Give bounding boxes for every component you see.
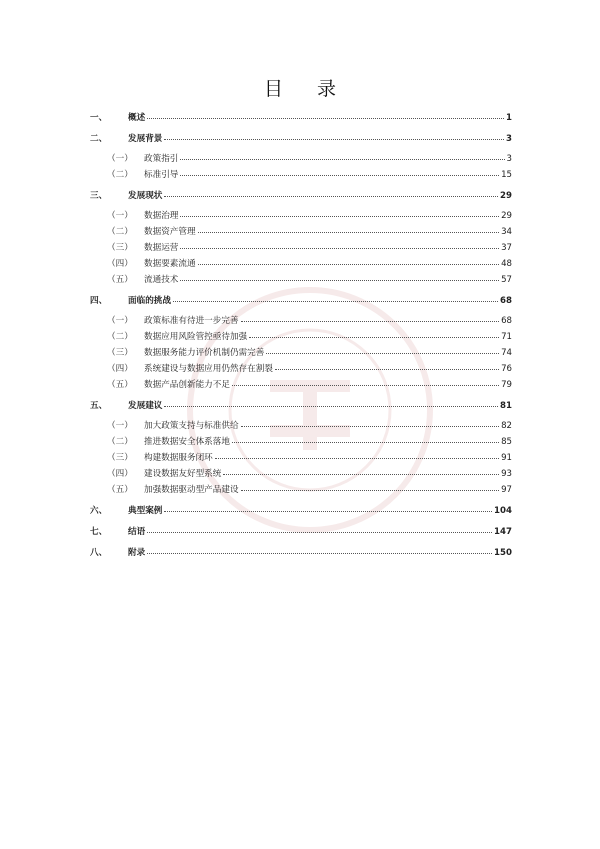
toc-subentry-number: （二） — [107, 332, 133, 342]
toc-subentry-label: 数据服务能力评价机制仍需完善 — [144, 348, 265, 358]
dot-leader — [180, 208, 499, 217]
dot-leader — [164, 503, 492, 512]
toc-subentry-number: （四） — [107, 259, 133, 269]
toc-subentry-label: 政策标准有待进一步完善 — [144, 316, 239, 326]
toc-entry-page: 1 — [506, 113, 512, 123]
dot-leader — [241, 482, 500, 491]
toc-subentry[interactable] — [90, 435, 512, 447]
toc-subentry[interactable] — [90, 209, 512, 221]
toc-subentry[interactable] — [90, 451, 512, 463]
toc-subentry-label: 推进数据安全体系落地 — [144, 437, 230, 447]
dot-leader — [223, 466, 499, 475]
toc-entry-number: 六、 — [90, 506, 108, 516]
dot-leader — [232, 377, 499, 386]
toc-subentry[interactable] — [90, 483, 512, 495]
toc-subentry-number: （四） — [107, 469, 133, 479]
toc-subentry-page: 37 — [501, 243, 512, 253]
dot-leader — [147, 524, 492, 533]
toc-entry-label: 发展现状 — [128, 191, 163, 201]
toc-entry[interactable] — [90, 294, 512, 306]
toc-entry-page: 104 — [494, 506, 512, 516]
dot-leader — [275, 361, 499, 370]
dot-leader — [215, 450, 499, 459]
toc-subentry-label: 数据资产管理 — [144, 227, 196, 237]
toc-subentry-label: 数据产品创新能力不足 — [144, 380, 230, 390]
toc-subentry-page: 71 — [501, 332, 512, 342]
toc-entry-page: 147 — [494, 527, 512, 537]
toc-subentry-page: 29 — [501, 211, 512, 221]
toc-subentry[interactable] — [90, 168, 512, 180]
toc-entry-page: 81 — [500, 401, 512, 411]
dot-leader — [164, 131, 504, 140]
toc-subentry-page: 82 — [501, 421, 512, 431]
toc-entry-page: 150 — [494, 548, 512, 558]
toc-subentry-number: （四） — [107, 364, 133, 374]
toc-subentry[interactable] — [90, 273, 512, 285]
dot-leader — [198, 256, 499, 265]
toc-subentry-page: 15 — [501, 170, 512, 180]
toc-subentry-label: 系统建设与数据应用仍然存在割裂 — [144, 364, 273, 374]
toc-subentry-page: 57 — [501, 275, 512, 285]
toc-subentry-label: 加强数据驱动型产品建设 — [144, 485, 239, 495]
toc-subentry-number: （五） — [107, 380, 133, 390]
toc-entry-label: 发展建议 — [128, 401, 163, 411]
toc-subentry-page: 79 — [501, 380, 512, 390]
toc-subentry-number: （一） — [107, 316, 133, 326]
toc-subentry-page: 3 — [506, 154, 512, 164]
toc-subentry[interactable] — [90, 314, 512, 326]
toc-entry-page: 3 — [506, 134, 512, 144]
toc-subentry-page: 34 — [501, 227, 512, 237]
toc-subentry[interactable] — [90, 152, 512, 164]
toc-subentry-number: （二） — [107, 437, 133, 447]
toc-subentry-label: 构建数据服务闭环 — [144, 453, 213, 463]
toc-subentry-label: 加大政策支持与标准供给 — [144, 421, 239, 431]
toc-entry-number: 五、 — [90, 401, 108, 411]
toc-subentry-label: 政策指引 — [144, 154, 179, 164]
dot-leader — [180, 240, 499, 249]
toc-subentry-label: 数据应用风险管控亟待加强 — [144, 332, 248, 342]
toc-subentry-page: 68 — [501, 316, 512, 326]
toc-entry-number: 七、 — [90, 527, 108, 537]
dot-leader — [198, 224, 499, 233]
toc-subentry-page: 48 — [501, 259, 512, 269]
toc-entry-number: 四、 — [90, 296, 108, 306]
toc-entry-label: 典型案例 — [128, 506, 163, 516]
toc-subentry-number: （二） — [107, 170, 133, 180]
toc-entry-label: 发展背景 — [128, 134, 163, 144]
toc-entry-page: 68 — [500, 296, 512, 306]
toc-subentry-label: 数据要素流通 — [144, 259, 196, 269]
toc-subentry-number: （一） — [107, 154, 133, 164]
toc-entry-label: 结语 — [128, 527, 146, 537]
toc-subentry-number: （三） — [107, 453, 133, 463]
toc-entry[interactable] — [90, 132, 512, 144]
toc-subentry-label: 标准引导 — [144, 170, 179, 180]
dot-leader — [147, 110, 504, 119]
page-title: 目 录 — [263, 78, 351, 100]
toc-subentry-number: （三） — [107, 243, 133, 253]
toc-subentry[interactable] — [90, 225, 512, 237]
dot-leader — [241, 313, 500, 322]
dot-leader — [164, 398, 498, 407]
toc-entry-number: 一、 — [90, 113, 108, 123]
dot-leader — [232, 434, 499, 443]
dot-leader — [164, 188, 498, 197]
toc-subentry[interactable] — [90, 330, 512, 342]
toc-entry[interactable] — [90, 546, 512, 558]
toc-entry[interactable] — [90, 399, 512, 411]
toc-subentry-page: 76 — [501, 364, 512, 374]
toc-subentry-number: （五） — [107, 485, 133, 495]
toc-subentry-page: 85 — [501, 437, 512, 447]
toc-subentry-number: （三） — [107, 348, 133, 358]
toc-subentry[interactable] — [90, 467, 512, 479]
toc-subentry-label: 流通技术 — [144, 275, 179, 285]
toc-entry[interactable] — [90, 525, 512, 537]
toc-subentry-page: 91 — [501, 453, 512, 463]
dot-leader — [266, 345, 499, 354]
toc-subentry-number: （五） — [107, 275, 133, 285]
toc-entry[interactable] — [90, 504, 512, 516]
toc-subentry-label: 数据运营 — [144, 243, 179, 253]
table-of-contents — [90, 104, 512, 558]
toc-entry-page: 29 — [500, 191, 512, 201]
toc-subentry[interactable] — [90, 419, 512, 431]
toc-subentry-page: 97 — [501, 485, 512, 495]
toc-entry[interactable] — [90, 189, 512, 201]
toc-subentry-number: （一） — [107, 211, 133, 221]
dot-leader — [180, 151, 504, 160]
toc-entry-number: 三、 — [90, 191, 108, 201]
toc-subentry-page: 74 — [501, 348, 512, 358]
toc-entry[interactable] — [90, 111, 512, 123]
toc-entry-number: 八、 — [90, 548, 108, 558]
toc-subentry[interactable] — [90, 378, 512, 390]
toc-entry-label: 附录 — [128, 548, 146, 558]
toc-subentry-number: （一） — [107, 421, 133, 431]
toc-subentry-label: 建设数据友好型系统 — [144, 469, 222, 479]
dot-leader — [180, 167, 499, 176]
toc-entry-label: 面临的挑战 — [128, 296, 171, 306]
toc-subentry[interactable] — [90, 362, 512, 374]
dot-leader — [249, 329, 499, 338]
dot-leader — [147, 545, 492, 554]
toc-subentry[interactable] — [90, 241, 512, 253]
toc-subentry-page: 93 — [501, 469, 512, 479]
dot-leader — [173, 293, 498, 302]
toc-subentry-label: 数据治理 — [144, 211, 179, 221]
toc-entry-number: 二、 — [90, 134, 108, 144]
dot-leader — [180, 272, 499, 281]
toc-entry-label: 概述 — [128, 113, 146, 123]
toc-subentry[interactable] — [90, 346, 512, 358]
toc-subentry-number: （二） — [107, 227, 133, 237]
dot-leader — [241, 418, 500, 427]
toc-subentry[interactable] — [90, 257, 512, 269]
